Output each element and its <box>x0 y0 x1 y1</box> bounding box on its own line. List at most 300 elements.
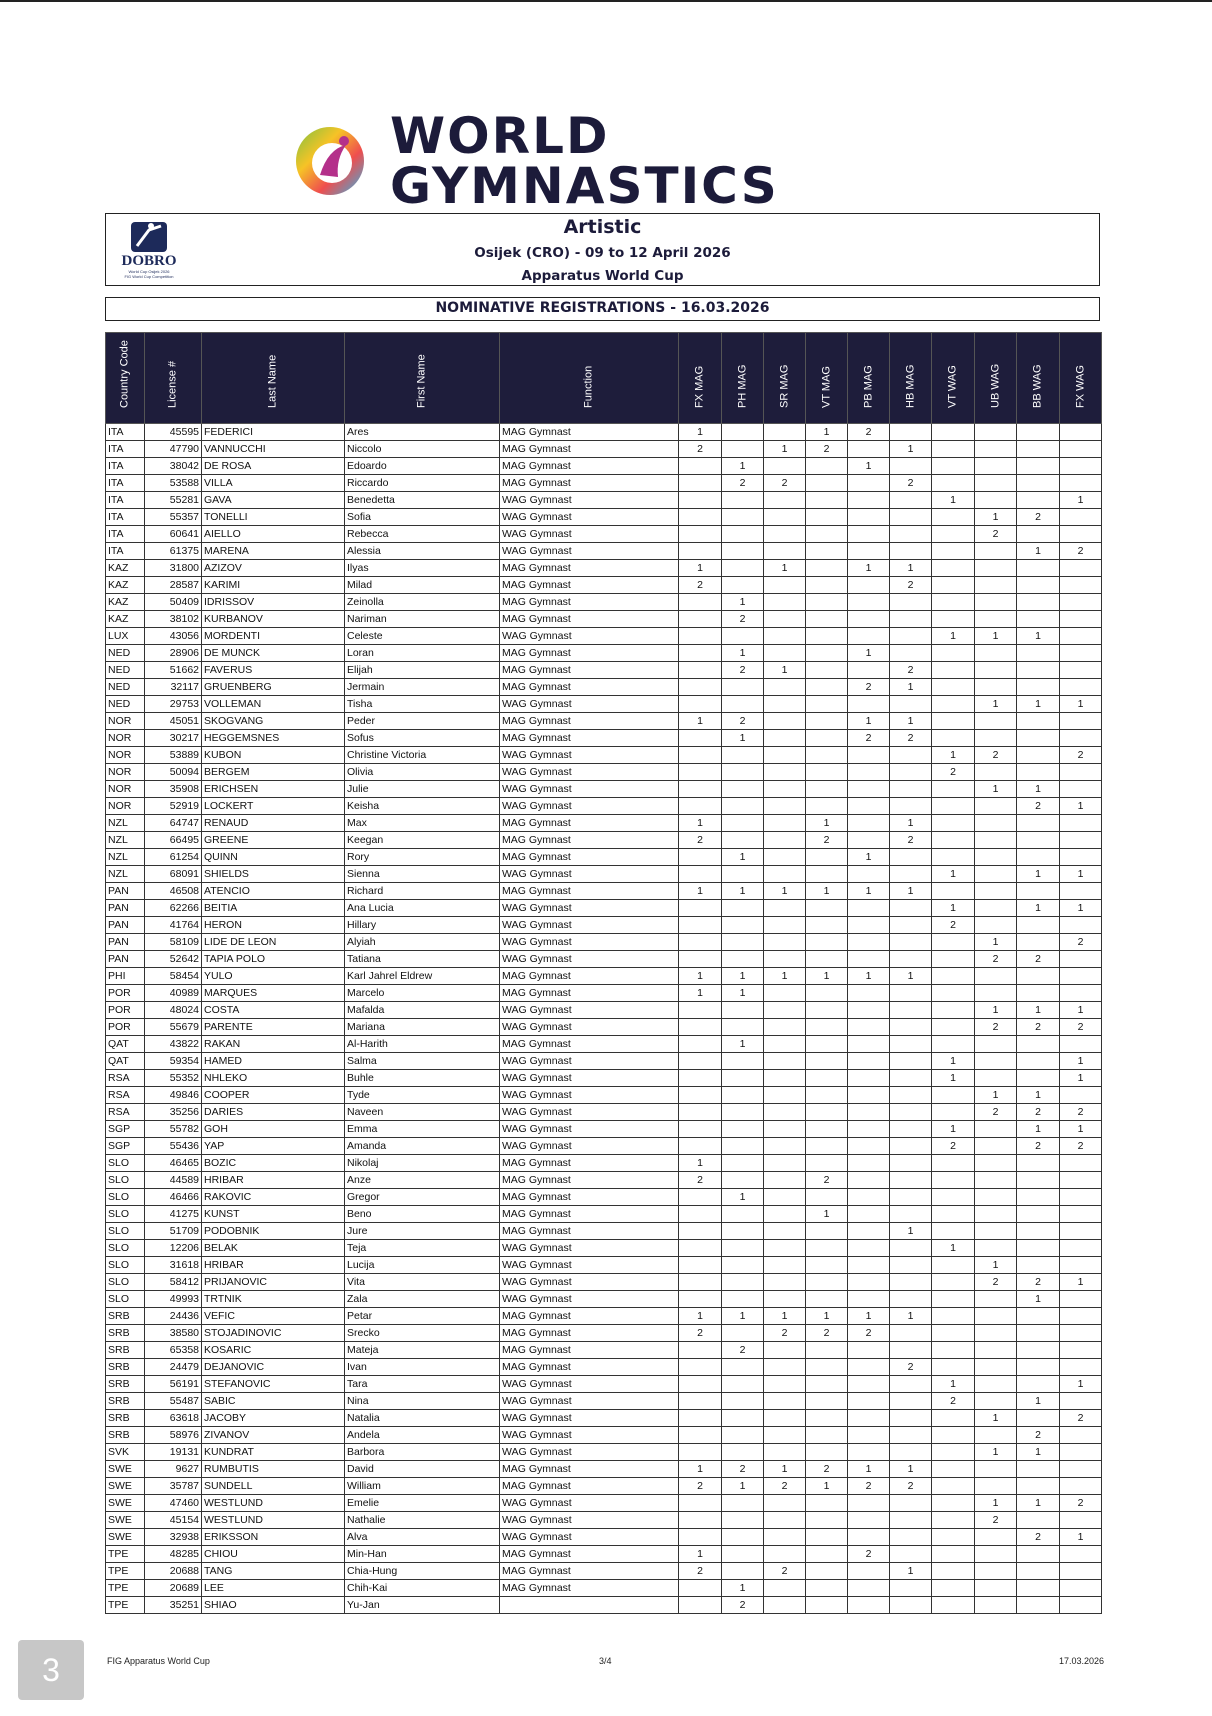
table-cell: WAG Gymnast <box>500 764 679 781</box>
table-row <box>106 1444 1102 1461</box>
table-cell <box>806 1444 848 1461</box>
table-cell: WAG Gymnast <box>500 747 679 764</box>
table-cell <box>932 662 975 679</box>
table-cell: 56191 <box>145 1376 202 1393</box>
table-cell: WAG Gymnast <box>500 1376 679 1393</box>
table-cell: MAG Gymnast <box>500 730 679 747</box>
column-header-label: UB WAG <box>989 363 1001 408</box>
table-cell: MARQUES <box>202 985 345 1002</box>
table-cell <box>806 543 848 560</box>
table-cell: WAG Gymnast <box>500 509 679 526</box>
table-cell: SWE <box>106 1495 145 1512</box>
table-cell <box>764 1597 806 1614</box>
table-cell <box>1017 1597 1060 1614</box>
table-cell <box>1060 1036 1102 1053</box>
table-cell: 2 <box>848 1478 890 1495</box>
table-cell: 1 <box>890 815 932 832</box>
table-cell: PRIJANOVIC <box>202 1274 345 1291</box>
table-row <box>106 1342 1102 1359</box>
column-header-label: VT WAG <box>946 365 959 408</box>
table-cell: 62266 <box>145 900 202 917</box>
table-cell <box>848 1172 890 1189</box>
table-cell <box>764 1546 806 1563</box>
table-cell <box>1017 1325 1060 1342</box>
table-cell <box>679 458 722 475</box>
table-cell: GREENE <box>202 832 345 849</box>
table-cell <box>1017 1308 1060 1325</box>
table-cell <box>764 1495 806 1512</box>
table-cell <box>806 1189 848 1206</box>
table-cell: 48024 <box>145 1002 202 1019</box>
table-cell <box>722 1155 764 1172</box>
table-row <box>106 1359 1102 1376</box>
table-cell <box>806 1087 848 1104</box>
table-cell: 12206 <box>145 1240 202 1257</box>
table-cell <box>679 611 722 628</box>
table-cell: 2 <box>1060 1019 1102 1036</box>
page-number-badge[interactable]: 3 <box>18 1640 84 1700</box>
table-cell: 2 <box>975 526 1017 543</box>
table-cell: WAG Gymnast <box>500 1240 679 1257</box>
table-cell <box>722 1410 764 1427</box>
table-cell: FEDERICI <box>202 424 345 441</box>
table-cell <box>975 1223 1017 1240</box>
table-cell: MAG Gymnast <box>500 1342 679 1359</box>
table-cell <box>975 1546 1017 1563</box>
world-gymnastics-emblem-icon <box>292 125 368 197</box>
table-cell: WAG Gymnast <box>500 1002 679 1019</box>
table-cell <box>806 509 848 526</box>
table-cell <box>806 900 848 917</box>
table-cell <box>975 1597 1017 1614</box>
table-cell <box>890 424 932 441</box>
table-cell <box>932 1274 975 1291</box>
table-cell <box>764 696 806 713</box>
table-cell <box>764 1393 806 1410</box>
table-cell <box>1060 1546 1102 1563</box>
table-cell <box>722 815 764 832</box>
table-cell: WAG Gymnast <box>500 1274 679 1291</box>
table-cell: 2 <box>890 662 932 679</box>
table-cell <box>1017 1376 1060 1393</box>
table-cell: 2 <box>764 1478 806 1495</box>
table-cell <box>806 1580 848 1597</box>
table-cell <box>764 1291 806 1308</box>
table-cell <box>890 543 932 560</box>
table-cell: 1 <box>1060 1274 1102 1291</box>
table-cell <box>848 662 890 679</box>
table-row <box>106 577 1102 594</box>
table-cell <box>722 1444 764 1461</box>
table-row <box>106 900 1102 917</box>
table-cell <box>764 900 806 917</box>
table-cell <box>932 713 975 730</box>
table-cell <box>679 900 722 917</box>
table-cell: 1 <box>890 968 932 985</box>
table-cell <box>679 1019 722 1036</box>
table-cell <box>932 1427 975 1444</box>
table-cell <box>806 645 848 662</box>
table-cell <box>975 1036 1017 1053</box>
table-cell: Hillary <box>345 917 500 934</box>
table-cell: Yu-Jan <box>345 1597 500 1614</box>
table-cell: 2 <box>806 1172 848 1189</box>
table-cell <box>975 424 1017 441</box>
table-row <box>106 798 1102 815</box>
table-cell: RSA <box>106 1070 145 1087</box>
table-cell <box>679 594 722 611</box>
table-cell <box>1017 968 1060 985</box>
table-cell <box>890 628 932 645</box>
table-cell: 1 <box>932 1070 975 1087</box>
table-cell: 24436 <box>145 1308 202 1325</box>
table-row <box>106 1308 1102 1325</box>
table-cell: 1 <box>806 1308 848 1325</box>
table-cell <box>764 985 806 1002</box>
table-row <box>106 1257 1102 1274</box>
table-cell: KAZ <box>106 560 145 577</box>
table-cell <box>890 917 932 934</box>
table-cell <box>1060 849 1102 866</box>
table-cell <box>932 1104 975 1121</box>
table-cell: VEFIC <box>202 1308 345 1325</box>
table-cell: SLO <box>106 1274 145 1291</box>
table-cell: STOJADINOVIC <box>202 1325 345 1342</box>
table-cell <box>806 696 848 713</box>
table-cell <box>932 1580 975 1597</box>
table-cell <box>1017 1155 1060 1172</box>
table-cell: TRTNIK <box>202 1291 345 1308</box>
table-cell <box>975 1053 1017 1070</box>
table-cell: WAG Gymnast <box>500 934 679 951</box>
table-cell: WAG Gymnast <box>500 1104 679 1121</box>
table-cell: KUNDRAT <box>202 1444 345 1461</box>
table-cell <box>848 1342 890 1359</box>
table-cell <box>806 458 848 475</box>
table-cell <box>932 1325 975 1342</box>
table-cell: SLO <box>106 1172 145 1189</box>
table-cell: 1 <box>1017 1495 1060 1512</box>
table-cell <box>975 849 1017 866</box>
table-cell: COSTA <box>202 1002 345 1019</box>
column-header-label: PB MAG <box>862 365 874 408</box>
table-cell: 1 <box>722 1189 764 1206</box>
table-cell <box>679 475 722 492</box>
table-cell <box>1060 1512 1102 1529</box>
table-cell: Julie <box>345 781 500 798</box>
table-cell <box>975 679 1017 696</box>
table-cell: 1 <box>1060 1529 1102 1546</box>
table-cell: SHIELDS <box>202 866 345 883</box>
table-row <box>106 730 1102 747</box>
table-cell: 35908 <box>145 781 202 798</box>
table-cell <box>1017 1172 1060 1189</box>
table-cell: SLO <box>106 1257 145 1274</box>
table-cell: WAG Gymnast <box>500 1053 679 1070</box>
table-cell <box>890 1444 932 1461</box>
table-cell: Keisha <box>345 798 500 815</box>
table-cell <box>679 662 722 679</box>
table-cell: Anze <box>345 1172 500 1189</box>
table-cell: NOR <box>106 730 145 747</box>
table-cell <box>1060 713 1102 730</box>
table-cell <box>764 1410 806 1427</box>
table-cell: Rebecca <box>345 526 500 543</box>
table-cell <box>1060 1325 1102 1342</box>
table-cell <box>679 730 722 747</box>
table-cell <box>890 1104 932 1121</box>
table-cell <box>1060 1291 1102 1308</box>
table-cell <box>679 1580 722 1597</box>
table-cell: NHLEKO <box>202 1070 345 1087</box>
table-cell: 1 <box>722 883 764 900</box>
table-row <box>106 560 1102 577</box>
table-cell <box>975 577 1017 594</box>
column-header <box>806 333 848 424</box>
table-cell: HEGGEMSNES <box>202 730 345 747</box>
table-cell: WAG Gymnast <box>500 1444 679 1461</box>
table-cell: Mafalda <box>345 1002 500 1019</box>
table-cell <box>1017 662 1060 679</box>
table-row <box>106 1325 1102 1342</box>
table-cell <box>764 1036 806 1053</box>
table-cell: 2 <box>1017 1138 1060 1155</box>
table-cell <box>848 1223 890 1240</box>
table-cell <box>932 781 975 798</box>
table-cell: Nathalie <box>345 1512 500 1529</box>
table-cell: 61375 <box>145 543 202 560</box>
table-cell <box>890 1070 932 1087</box>
table-cell <box>975 1138 1017 1155</box>
table-cell: SRB <box>106 1427 145 1444</box>
table-cell: 1 <box>679 883 722 900</box>
table-cell: Benedetta <box>345 492 500 509</box>
table-cell <box>848 1529 890 1546</box>
table-cell <box>764 1206 806 1223</box>
table-cell <box>1017 441 1060 458</box>
table-cell: Tisha <box>345 696 500 713</box>
table-cell: Nariman <box>345 611 500 628</box>
table-cell <box>1060 1240 1102 1257</box>
table-cell <box>1017 679 1060 696</box>
table-cell <box>890 781 932 798</box>
table-cell: KAZ <box>106 611 145 628</box>
table-cell <box>722 543 764 560</box>
table-cell <box>890 900 932 917</box>
table-cell: 1 <box>890 713 932 730</box>
table-cell <box>932 679 975 696</box>
table-cell <box>848 1376 890 1393</box>
table-cell <box>722 1529 764 1546</box>
table-cell: 2 <box>848 730 890 747</box>
table-cell <box>1017 645 1060 662</box>
table-cell <box>890 458 932 475</box>
table-cell <box>679 679 722 696</box>
table-cell: 1 <box>932 866 975 883</box>
table-cell <box>764 849 806 866</box>
table-cell <box>975 730 1017 747</box>
table-cell <box>806 1495 848 1512</box>
table-cell: 1 <box>848 645 890 662</box>
table-cell: 43822 <box>145 1036 202 1053</box>
table-cell <box>1060 1427 1102 1444</box>
table-row <box>106 645 1102 662</box>
table-cell: 1 <box>975 1410 1017 1427</box>
table-cell: 31800 <box>145 560 202 577</box>
table-cell: HERON <box>202 917 345 934</box>
table-cell <box>848 900 890 917</box>
table-cell <box>1060 1172 1102 1189</box>
table-cell: 2 <box>1060 1104 1102 1121</box>
table-cell <box>975 662 1017 679</box>
table-cell <box>1060 424 1102 441</box>
table-cell <box>764 526 806 543</box>
table-cell <box>722 1053 764 1070</box>
table-cell <box>679 917 722 934</box>
table-cell: QAT <box>106 1036 145 1053</box>
table-cell <box>679 526 722 543</box>
table-cell <box>848 492 890 509</box>
table-cell: Teja <box>345 1240 500 1257</box>
table-cell <box>890 1274 932 1291</box>
table-cell: 40989 <box>145 985 202 1002</box>
table-cell <box>1017 747 1060 764</box>
table-cell: Chia-Hung <box>345 1563 500 1580</box>
table-cell <box>806 1342 848 1359</box>
table-cell: 1 <box>806 1206 848 1223</box>
table-cell <box>932 968 975 985</box>
table-cell: 55281 <box>145 492 202 509</box>
table-row <box>106 764 1102 781</box>
table-cell: Edoardo <box>345 458 500 475</box>
table-cell: ERIKSSON <box>202 1529 345 1546</box>
table-cell: 1 <box>890 441 932 458</box>
table-cell: WAG Gymnast <box>500 492 679 509</box>
table-row <box>106 475 1102 492</box>
table-cell <box>890 866 932 883</box>
table-cell: 1 <box>722 985 764 1002</box>
table-cell: NZL <box>106 849 145 866</box>
table-cell: TPE <box>106 1597 145 1614</box>
table-cell: 2 <box>722 713 764 730</box>
table-cell <box>1060 509 1102 526</box>
table-row <box>106 832 1102 849</box>
column-header <box>764 333 806 424</box>
table-cell <box>806 1002 848 1019</box>
table-cell: 1 <box>722 458 764 475</box>
table-cell <box>848 1495 890 1512</box>
table-row <box>106 1291 1102 1308</box>
table-cell: SRB <box>106 1325 145 1342</box>
table-cell <box>679 1495 722 1512</box>
table-row <box>106 679 1102 696</box>
table-cell <box>890 594 932 611</box>
table-cell: 43056 <box>145 628 202 645</box>
table-cell <box>500 1597 679 1614</box>
table-cell <box>890 1155 932 1172</box>
table-cell <box>722 1376 764 1393</box>
table-cell <box>1017 883 1060 900</box>
top-border-line <box>0 0 1212 2</box>
table-cell <box>722 1546 764 1563</box>
table-cell <box>848 1138 890 1155</box>
table-cell: 2 <box>679 1563 722 1580</box>
table-cell: WESTLUND <box>202 1495 345 1512</box>
table-cell <box>764 594 806 611</box>
column-header-label: FX MAG <box>693 365 706 408</box>
table-cell <box>764 1376 806 1393</box>
table-cell: 32938 <box>145 1529 202 1546</box>
table-cell: WAG Gymnast <box>500 628 679 645</box>
table-cell: 38580 <box>145 1325 202 1342</box>
table-cell <box>932 1512 975 1529</box>
footer-left: FIG Apparatus World Cup <box>107 1656 210 1666</box>
table-cell <box>764 577 806 594</box>
table-row <box>106 424 1102 441</box>
column-header <box>975 333 1017 424</box>
table-cell: 2 <box>722 475 764 492</box>
table-cell: KAZ <box>106 594 145 611</box>
table-cell: 2 <box>764 1563 806 1580</box>
table-cell <box>679 1240 722 1257</box>
table-cell: 58454 <box>145 968 202 985</box>
table-cell: Barbora <box>345 1444 500 1461</box>
table-cell <box>848 1410 890 1427</box>
table-cell: 46508 <box>145 883 202 900</box>
table-cell: MAG Gymnast <box>500 1325 679 1342</box>
table-cell: 1 <box>1060 1376 1102 1393</box>
table-cell: 1 <box>890 883 932 900</box>
table-cell <box>975 1155 1017 1172</box>
table-cell: 2 <box>932 1393 975 1410</box>
table-cell <box>890 1512 932 1529</box>
table-cell <box>806 747 848 764</box>
table-cell: WAG Gymnast <box>500 1512 679 1529</box>
table-cell <box>764 1342 806 1359</box>
table-cell <box>932 526 975 543</box>
table-cell: 2 <box>890 832 932 849</box>
table-cell <box>1017 1546 1060 1563</box>
table-row <box>106 526 1102 543</box>
table-cell <box>932 475 975 492</box>
table-cell <box>1060 1342 1102 1359</box>
table-cell: MAG Gymnast <box>500 560 679 577</box>
table-cell: MAG Gymnast <box>500 679 679 696</box>
table-cell <box>806 1070 848 1087</box>
table-cell <box>848 1257 890 1274</box>
table-cell: WAG Gymnast <box>500 900 679 917</box>
table-cell: MAG Gymnast <box>500 968 679 985</box>
table-cell: 46465 <box>145 1155 202 1172</box>
table-cell <box>764 458 806 475</box>
table-cell <box>932 1410 975 1427</box>
table-cell <box>932 543 975 560</box>
table-cell <box>679 1376 722 1393</box>
column-header-label: HB MAG <box>904 364 916 408</box>
table-cell: Naveen <box>345 1104 500 1121</box>
table-cell: 1 <box>932 492 975 509</box>
table-cell: 2 <box>1017 1529 1060 1546</box>
table-cell <box>1060 526 1102 543</box>
table-cell <box>890 849 932 866</box>
table-cell: FAVERUS <box>202 662 345 679</box>
table-cell: 1 <box>764 1461 806 1478</box>
table-cell: 1 <box>722 849 764 866</box>
table-cell <box>932 1257 975 1274</box>
table-cell: 2 <box>722 1461 764 1478</box>
table-cell: Elijah <box>345 662 500 679</box>
table-cell: SRB <box>106 1410 145 1427</box>
